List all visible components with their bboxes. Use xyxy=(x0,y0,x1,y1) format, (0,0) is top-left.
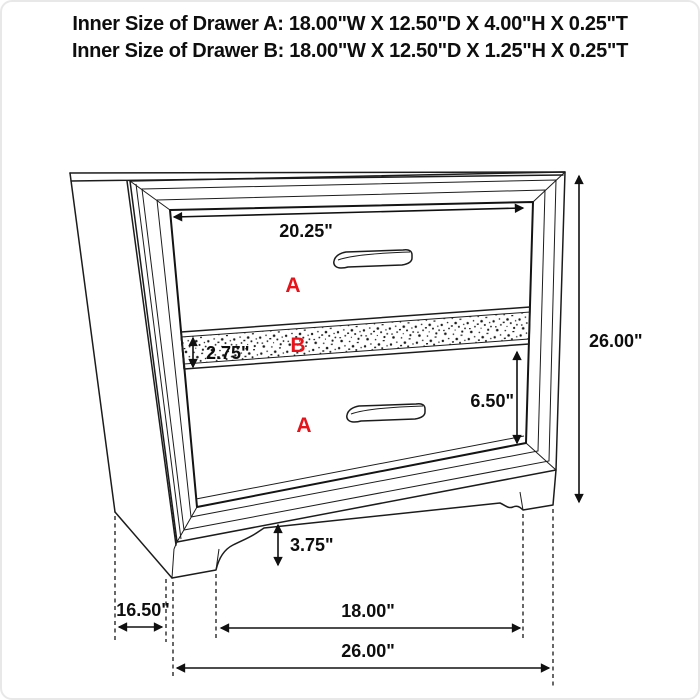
side-depth-dimension-label: 16.50" xyxy=(116,600,170,620)
drawer-a-size-line: Inner Size of Drawer A: 18.00"W X 12.50"D X 4.00"H X 0.25"T xyxy=(72,13,628,35)
feet-span-dimension-label: 18.00" xyxy=(341,601,395,621)
drawer-a-bottom-handle xyxy=(347,404,425,422)
drawer-b-height-dimension-label: 2.75" xyxy=(206,343,250,363)
cabinet-side-panel xyxy=(70,173,181,578)
drawer-b-label: B xyxy=(290,334,306,357)
lower-opening-dimension-label: 6.50" xyxy=(470,391,514,411)
overall-width-dimension-label: 26.00" xyxy=(341,641,395,661)
drawer-a-bottom-label: A xyxy=(296,414,312,437)
drawer-a-top-handle xyxy=(334,250,412,268)
inner-width-dimension-label: 20.25" xyxy=(279,221,333,241)
drawer-a-top-label: A xyxy=(285,274,301,297)
base-and-feet xyxy=(172,470,556,578)
drawer-bottom-gap-line xyxy=(196,436,524,499)
base-height-dimension-label: 3.75" xyxy=(290,535,334,555)
drawer-b-size-line: Inner Size of Drawer B: 18.00"W X 12.50"D X 1.25"H X 0.25"T xyxy=(71,40,628,62)
overall-height-dimension-label: 26.00" xyxy=(589,331,643,351)
